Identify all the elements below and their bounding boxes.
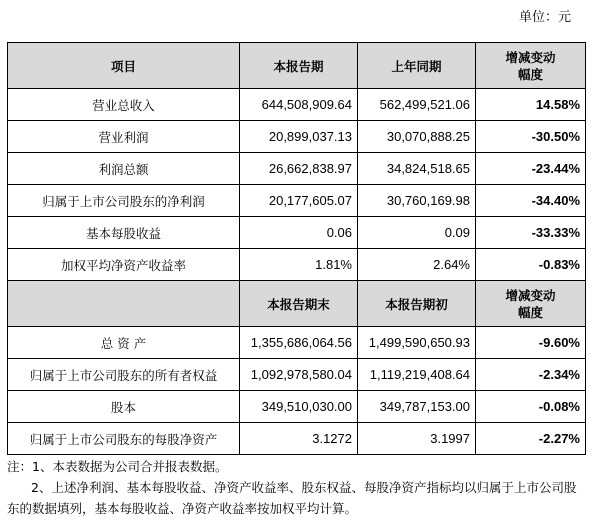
row-change: -33.33% — [476, 217, 586, 249]
row-prior: 30,070,888.25 — [358, 121, 476, 153]
row-change: -30.50% — [476, 121, 586, 153]
row-label: 营业利润 — [8, 121, 240, 153]
row-current: 349,510,030.00 — [240, 391, 358, 423]
row-label: 营业总收入 — [8, 89, 240, 121]
row-current: 20,899,037.13 — [240, 121, 358, 153]
table-row — [8, 249, 586, 281]
row-change: -23.44% — [476, 153, 586, 185]
subheader-change — [476, 281, 586, 327]
row-prior: 1,499,590,650.93 — [358, 327, 476, 359]
row-label: 加权平均净资产收益率 — [8, 249, 240, 281]
header-change-line2: 幅度 — [517, 66, 543, 82]
row-change: -0.08% — [476, 391, 586, 423]
row-current: 1.81% — [240, 249, 358, 281]
row-prior: 3.1997 — [358, 423, 476, 455]
subheader-change-line2: 幅度 — [517, 304, 543, 320]
table-row — [8, 217, 586, 249]
subheader-change-line1: 增减变动 — [505, 287, 556, 303]
row-label: 归属于上市公司股东的所有者权益 — [8, 359, 240, 391]
row-current: 20,177,605.07 — [240, 185, 358, 217]
row-change: -9.60% — [476, 327, 586, 359]
table-row — [8, 153, 586, 185]
header-period-start: 本报告期初 — [358, 281, 476, 327]
row-change: -2.34% — [476, 359, 586, 391]
table-row — [8, 327, 586, 359]
table-row — [8, 423, 586, 455]
financial-summary-table — [7, 42, 586, 455]
row-prior: 1,119,219,408.64 — [358, 359, 476, 391]
table-subheader-row — [8, 281, 586, 327]
table-notes — [7, 456, 587, 519]
note-line-2: 2、上述净利润、基本每股收益、净资产收益率、股东权益、每股净资产指标均以归属于上市公司股东的数据填列，基本每股收益、净资产收益率按加权平均计算。 — [7, 480, 577, 516]
subheader-blank-cell — [8, 281, 240, 327]
row-prior: 34,824,518.65 — [358, 153, 476, 185]
header-change-line1: 增减变动 — [505, 49, 556, 65]
row-change: -34.40% — [476, 185, 586, 217]
row-label: 归属于上市公司股东的净利润 — [8, 185, 240, 217]
row-current: 1,355,686,064.56 — [240, 327, 358, 359]
table-row — [8, 391, 586, 423]
row-prior: 30,760,169.98 — [358, 185, 476, 217]
row-change: 14.58% — [476, 89, 586, 121]
unit-label: 单位：元 — [518, 10, 571, 25]
row-current: 26,662,838.97 — [240, 153, 358, 185]
row-change: -2.27% — [476, 423, 586, 455]
row-prior: 2.64% — [358, 249, 476, 281]
row-label: 归属于上市公司股东的每股净资产 — [8, 423, 240, 455]
table-header-row — [8, 43, 586, 89]
row-change: -0.83% — [476, 249, 586, 281]
row-prior: 0.09 — [358, 217, 476, 249]
row-prior: 562,499,521.06 — [358, 89, 476, 121]
header-period-end: 本报告期末 — [240, 281, 358, 327]
row-label: 基本每股收益 — [8, 217, 240, 249]
row-label: 总 资 产 — [8, 327, 240, 359]
table-row — [8, 359, 586, 391]
row-current: 3.1272 — [240, 423, 358, 455]
table-row — [8, 185, 586, 217]
table-row — [8, 89, 586, 121]
header-prior-period: 上年同期 — [358, 43, 476, 89]
row-current: 644,508,909.64 — [240, 89, 358, 121]
header-change — [476, 43, 586, 89]
row-current: 0.06 — [240, 217, 358, 249]
table-row — [8, 121, 586, 153]
row-label: 利润总额 — [8, 153, 240, 185]
header-item: 项目 — [8, 43, 240, 89]
note-line-1: 注：1、本表数据为公司合并报表数据。 — [7, 459, 228, 474]
row-current: 1,092,978,580.04 — [240, 359, 358, 391]
header-current-period: 本报告期 — [240, 43, 358, 89]
row-prior: 349,787,153.00 — [358, 391, 476, 423]
row-label: 股本 — [8, 391, 240, 423]
